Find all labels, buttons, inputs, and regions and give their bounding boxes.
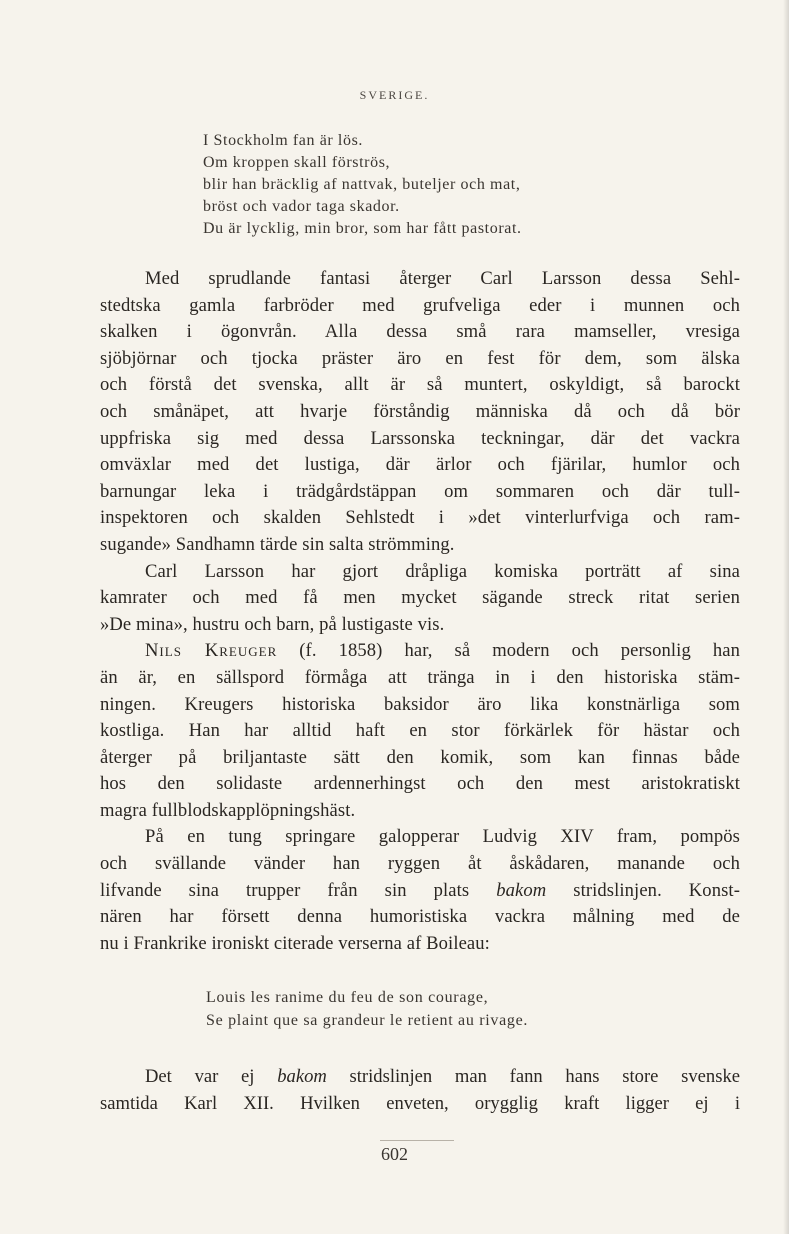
text-line: barnungar leka i trädgårdstäppan om sommaren och där tull- <box>100 480 740 502</box>
text-line: kostliga. Han har alltid haft en stor förkärlek för hästar och <box>100 720 740 742</box>
body-text <box>100 266 740 957</box>
text-line <box>100 638 740 665</box>
page-number: 602 <box>381 1144 408 1164</box>
text-line: nären har försett denna humoristiska vackra målning med de <box>100 906 740 928</box>
text-line: nu i Frankrike ironiskt citerade verserna af Boileau: <box>100 932 490 954</box>
verse-line: blir han bräcklig af nattvak, buteljer och mat, <box>203 176 521 193</box>
french-verse <box>206 986 528 1032</box>
text-fragment: stridslinjen man fann hans store svenske <box>326 1066 740 1087</box>
text-line: »De mina», hustru och barn, på lustigaste vis. <box>100 613 445 635</box>
text-line: inspektoren och skalden Sehlstedt i »det vinterlurfviga och ram- <box>100 507 740 529</box>
text-line: än är, en sällspord förmåga att tränga in i den historiska stäm- <box>100 666 740 688</box>
text-line: uppfriska sig med dessa Larssonska teckningar, där det vackra <box>100 427 740 449</box>
text-line: kamrater och med få men mycket sägande streck ritat serien <box>100 587 740 609</box>
verse-line: Du är lycklig, min bror, som har fått pastorat. <box>203 220 522 237</box>
text-line: hos den solidaste ardennerhingst och den mest aristokratiskt <box>100 773 740 795</box>
text-line: sugande» Sandhamn tärde sin salta strömming. <box>100 533 455 555</box>
text-line: På en tung springare galopperar Ludvig XIV fram, pompös <box>145 826 740 848</box>
text-line: återger på briljantaste sätt den komik, som kan finnas både <box>100 746 740 768</box>
text-line <box>100 1064 740 1091</box>
text-line: sjöbjörnar och tjocka präster äro en fest för dem, som älska <box>100 347 740 369</box>
verse-line: I Stockholm fan är lös. <box>203 132 363 149</box>
text-fragment: (f. 1858) har, så modern och personlig han <box>277 640 740 662</box>
body-text-continued <box>100 1064 740 1117</box>
text-line: och svällande vänder han ryggen åt åskådaren, manande och <box>100 853 740 875</box>
text-fragment: Det var ej <box>145 1066 278 1087</box>
text-line: Carl Larsson har gjort dråpliga komiska porträtt af sina <box>145 560 740 582</box>
text-line: och smånäpet, att hvarje förståndig människa då och då bör <box>100 400 740 422</box>
verse-line: Om kroppen skall förströs, <box>203 154 391 171</box>
verse-line: bröst och vador taga skador. <box>203 198 400 215</box>
verse-line: Louis les ranime du feu de son courage, <box>206 989 489 1006</box>
text-line: omväxlar med det lustiga, där ärlor och fjärilar, humlor och <box>100 454 740 476</box>
text-line: magra fullblodskapplöpningshäst. <box>100 799 356 821</box>
folio-rule <box>380 1140 454 1141</box>
text-line: skalken i ögonvrån. Alla dessa små rara mamseller, vresiga <box>100 321 740 343</box>
running-head: SVERIGE. <box>359 88 430 102</box>
page-edge-shadow <box>783 0 789 1234</box>
text-line: och förstå det svenska, allt är så muntert, oskyldigt, så barockt <box>100 374 740 396</box>
text-line: Med sprudlande fantasi återger Carl Larsson dessa Sehl- <box>145 268 740 289</box>
text-line: samtida Karl XII. Hvilken enveten, orygglig kraft ligger ej i <box>100 1092 740 1114</box>
text-line <box>100 878 740 905</box>
italic-word: bakom <box>496 879 547 901</box>
artist-name: Nils Kreuger <box>145 640 278 662</box>
text-fragment: stridslinjen. Konst- <box>546 879 740 901</box>
italic-word: bakom <box>277 1066 327 1087</box>
text-line: stedtska gamla farbröder med grufveliga eder i munnen och <box>100 294 740 316</box>
verse-line: Se plaint que sa grandeur le retient au rivage. <box>206 1012 529 1029</box>
swedish-verse <box>203 130 723 240</box>
text-line: ningen. Kreugers historiska baksidor äro lika konstnärliga som <box>100 693 740 715</box>
text-fragment: lifvande sina trupper från sin plats <box>100 879 497 901</box>
